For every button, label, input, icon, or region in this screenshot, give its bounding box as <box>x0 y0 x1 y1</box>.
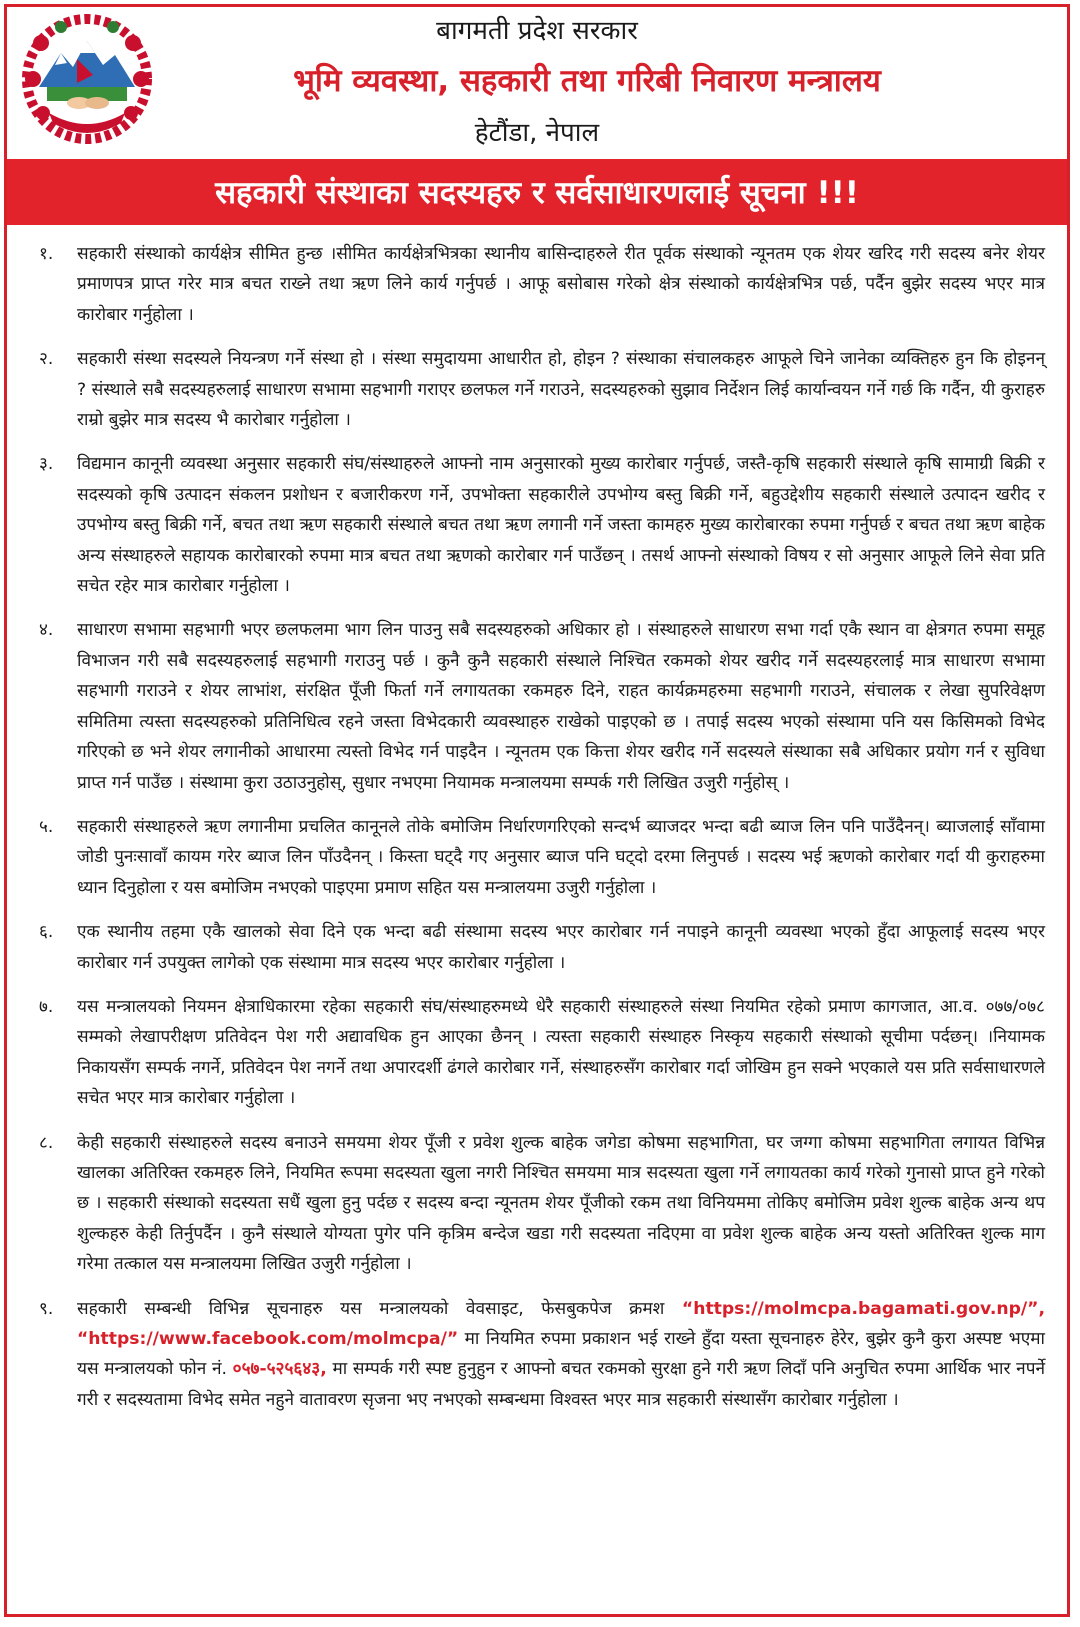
notice-item-2 <box>31 344 1045 435</box>
notice-item-9 <box>31 1294 1045 1416</box>
item-number: ७. <box>39 996 54 1017</box>
item-text-part: सहकारी सम्बन्धी विभिन्न सूचनाहरु यस मन्त्रालयको वेवसाइट, फेसबुकपेज क्रमश <box>77 1298 682 1319</box>
item-text: केही सहकारी संस्थाहरुले सदस्य बनाउने समयमा शेयर पूँजी र प्रवेश शुल्क बाहेक जगेडा कोषमा सहभागिता, घर जग्गा कोषमा सहभागिता लगायत विभिन्न खालका अतिरिक्त रकमहरु लिने, नियमित रूपमा सदस्यता खुला नगरी निश्चित समयमा मात्र सदस्यता खुला गर्ने लगायतका कार्य गरेको गुनासो प्राप्त हुने गरेको छ । सहकारी संस्थाको सदस्यता सधैं खुला हुनु पर्दछ र सदस्य बन्दा न्यूनतम शेयर पूँजीको रकम तथा विनियममा तोकिए बमोजिम प्रवेश शुल्क बाहेक अन्य थप शुल्कहरु केही तिर्नुपर्दैन । कुनै संस्थाले योग्यता पुगेर पनि कृत्रिम बन्देज खडा गरी सदस्यता नदिएमा वा प्रवेश शुल्क बाहेक अन्य यस्तो अतिरिक्त शुल्क माग गरेमा तत्काल यस मन्त्रालयमा लिखित उजुरी गर्नुहोला । <box>77 1132 1045 1275</box>
province-government-title: बागमती प्रदेश सरकार <box>436 16 638 46</box>
notice-item-7 <box>31 992 1045 1114</box>
item-number: ३. <box>39 454 54 475</box>
notice-content <box>7 239 1067 1429</box>
item-number: २. <box>39 349 54 370</box>
item-text: साधारण सभामा सहभागी भएर छलफलमा भाग लिन पाउनु सबै सदस्यहरुको अधिकार हो । संस्थाहरुले साधारण सभा गर्दा एकै स्थान वा क्षेत्रगत रुपमा समूह विभाजन गरी सबै सदस्यहरुलाई सहभागी गराउनु पर्छ । कुनै कुनै सहकारी संस्थाले निश्चित रकमको शेयर खरीद गर्ने सदस्यहरलाई मात्र साधारण सभामा सहभागी गराउने र शेयर लाभांश, संरक्षित पूँजी फिर्ता गर्ने लगायतका रकमहरु दिने, राहत कार्यक्रमहरुमा सहभागी गराउने, संचालक र लेखा सुपरिवेक्षण समितिमा त्यस्ता सदस्यहरुको प्रतिनिधित्व रहने जस्ता विभेदकारी व्यवस्थाहरु राखेको पाइएको छ । तपाई सदस्य भएको संस्थामा पनि यस किसिमको विभेद गरिएको छ भने शेयर लगानीको आधारमा त्यस्तो विभेद गर्न पाइदैन । न्यूनतम एक कित्ता शेयर खरीद गर्ने सदस्यले संस्थाका सबै अधिकार प्रयोग गर्न र सुविधा प्राप्त गर्न पाउँछ । संस्थामा कुरा उठाउनुहोस्, सुधार नभएमा नियामक मन्त्रालयमा सम्पर्क गरी लिखित उजुरी गर्नुहोस् । <box>77 620 1045 793</box>
notice-banner-title: सहकारी संस्थाका सदस्यहरु र सर्वसाधारणलाई सूचना !!! <box>215 175 859 211</box>
item-number: १. <box>39 244 54 264</box>
item-text <box>77 1294 1045 1416</box>
item-text: एक स्थानीय तहमा एकै खालको सेवा दिने एक भन्दा बढी संस्थामा सदस्य भएर कारोबार गर्न नपाइने कानूनी व्यवस्था भएको हुँदा आफूलाई सदस्य भएर कारोबार गर्न उपयुक्त लागेको एक संस्थामा मात्र सदस्य भएर कारोबार गर्नुहोला । <box>77 922 1045 973</box>
notice-item-3 <box>31 449 1045 601</box>
item-number: ९. <box>39 1298 54 1319</box>
header <box>7 7 1067 159</box>
item-number: ५. <box>39 816 54 837</box>
notice-item-8 <box>31 1128 1045 1280</box>
item-number: ४. <box>39 620 54 641</box>
item-text-part: मा नियमित रुपमा प्रकाशन भई राख्ने हुँदा यस्ता सूचनाहरु हेरेर, बुझेर कुनै कुरा अस्पष्ट भएमा यस मन्त्रालयको फोन नं. <box>77 1329 1045 1380</box>
item-number: ६. <box>39 922 54 943</box>
ministry-title: भूमि व्यवस्था, सहकारी तथा गरिबी निवारण मन्त्रालय <box>293 63 881 99</box>
phone-number: ०५७-५२५६४३, <box>232 1359 327 1380</box>
facebook-link[interactable]: “https://www.facebook.com/molmcpa/” <box>77 1329 459 1349</box>
item-text: यस मन्त्रालयको नियमन क्षेत्राधिकारमा रहेका सहकारी संघ/संस्थाहरुमध्ये धेरै सहकारी संस्थाहरुले संस्था नियमित रहेको प्रमाण कागजात, आ.व. ०७७/०७८ सम्मको लेखापरीक्षण प्रतिवेदन पेश गरी अद्यावधिक हुन आएका छैनन् । त्यस्ता सहकारी संस्थाहरु निस्कृय सहकारी संस्थाको सूचीमा पर्दछन्। ।नियामक निकायसँग सम्पर्क नगर्ने, प्रतिवेदन पेश नगर्ने तथा अपारदर्शी ढंगले कारोबार गर्ने, संस्थाहरुसँग कारोबार गर्दा जोखिम हुन सक्ने भएकाले यस प्रति सर्वसाधारणले सचेत भएर मात्र कारोबार गर्नुहोला । <box>77 996 1045 1109</box>
notice-frame <box>4 4 1070 1617</box>
notice-item-4 <box>31 615 1045 797</box>
location-title: हेटौंडा, नेपाल <box>474 118 600 148</box>
notice-item-1 <box>31 239 1045 330</box>
item-text: सहकारी संस्थाको कार्यक्षेत्र सीमित हुन्छ ।सीमित कार्यक्षेत्रभित्रका स्थानीय बासिन्दाहरुले रीत पूर्वक संस्थाको न्यूनतम एक शेयर खरिद गरी सदस्य बनेर शेयर प्रमाणपत्र प्राप्त गरेर मात्र बचत राख्ने तथा ऋण लिने कार्य गर्नुपर्छ । आफू बसोबास गरेको क्षेत्र संस्थाको कार्यक्षेत्रभित्र पर्छ, पर्दैन बुझेर सदस्य भएर मात्र कारोबार गर्नुहोला । <box>77 244 1045 325</box>
item-text-part: मा सम्पर्क गरी स्पष्ट हुनुहुन र आफ्नो बचत रकमको सुरक्षा हुने गरी ऋण लिदाँ पनि अनुचित रुपमा आर्थिक भार नपर्ने गरी र सदस्यतामा विभेद समेत नहुने वातावरण सृजना भए नभएको सम्बन्धमा विश्वस्त भएर मात्र सहकारी संस्थासँग कारोबार गर्नुहोला । <box>77 1359 1045 1410</box>
notice-item-6 <box>31 917 1045 978</box>
website-link[interactable]: “https://molmcpa.bagamati.gov.np/”, <box>681 1298 1045 1319</box>
item-text: विद्यमान कानूनी व्यवस्था अनुसार सहकारी संघ/संस्थाहरुले आफ्नो नाम अनुसारको मुख्य कारोबार गर्नुपर्छ, जस्तै-कृषि सहकारी संस्थाले कृषि सामाग्री बिक्री र सदस्यको कृषि उत्पादन संकलन प्रशोधन र बजारीकरण गर्ने, उपभोक्ता सहकारीले उपभोग्य बस्तु बिक्री गर्ने, बहुउद्देशीय सहकारी संस्थाले उत्पादन खरीद र उपभोग्य बस्तु बिक्री गर्ने, बचत तथा ऋण सहकारी संस्थाले बचत तथा ऋण लगानी गर्ने जस्ता कामहरु मुख्य कारोबारका रुपमा गर्नुपर्छ र बचत तथा ऋण बाहेक अन्य संस्थाहरुले सहायक कारोबारको रुपमा मात्र बचत तथा ऋणको कारोबार गर्न पाउँछन् । तसर्थ आफ्नो संस्थाको विषय र सो अनुसार आफूले लिने सेवा प्रति सचेत रहेर मात्र कारोबार गर्नुहोला । <box>77 454 1045 597</box>
item-text: सहकारी संस्था सदस्यले नियन्त्रण गर्ने संस्था हो । संस्था समुदायमा आधारीत हो, होइन ? संस्थाका संचालकहरु आफूले चिने जानेका व्यक्तिहरु हुन कि होइनन् ? संस्थाले सबै सदस्यहरुलाई साधारण सभामा सहभागी गराएर छलफल गर्ने गराउने, सदस्यहरुको सुझाव निर्देशन लिई कार्यान्वयन गर्ने गर्छ कि गर्दैन, यी कुराहरु राम्रो बुझेर मात्र सदस्य भै कारोबार गर्नुहोला । <box>77 349 1045 431</box>
notice-banner <box>7 159 1067 225</box>
item-text: सहकारी संस्थाहरुले ऋण लगानीमा प्रचलित कानूनले तोके बमोजिम निर्धारणगरिएको सन्दर्भ ब्याजदर भन्दा बढी ब्याज लिन पनि पाउँदैनन्। ब्याजलाई साँवामा जोडी पुनःसावाँ कायम गरेर ब्याज लिन पाँउदैनन् । किस्ता घट्दै गए अनुसार ब्याज पनि घट्दो दरमा लिनुपर्छ । सदस्य भई ऋणको कारोबार गर्दा यी कुराहरुमा ध्यान दिनुहोला र यस बमोजिम नभएको पाइएमा प्रमाण सहित यस मन्त्रालयमा उजुरी गर्नुहोला । <box>77 816 1045 898</box>
notice-item-5 <box>31 812 1045 903</box>
item-number: ८. <box>39 1132 54 1153</box>
